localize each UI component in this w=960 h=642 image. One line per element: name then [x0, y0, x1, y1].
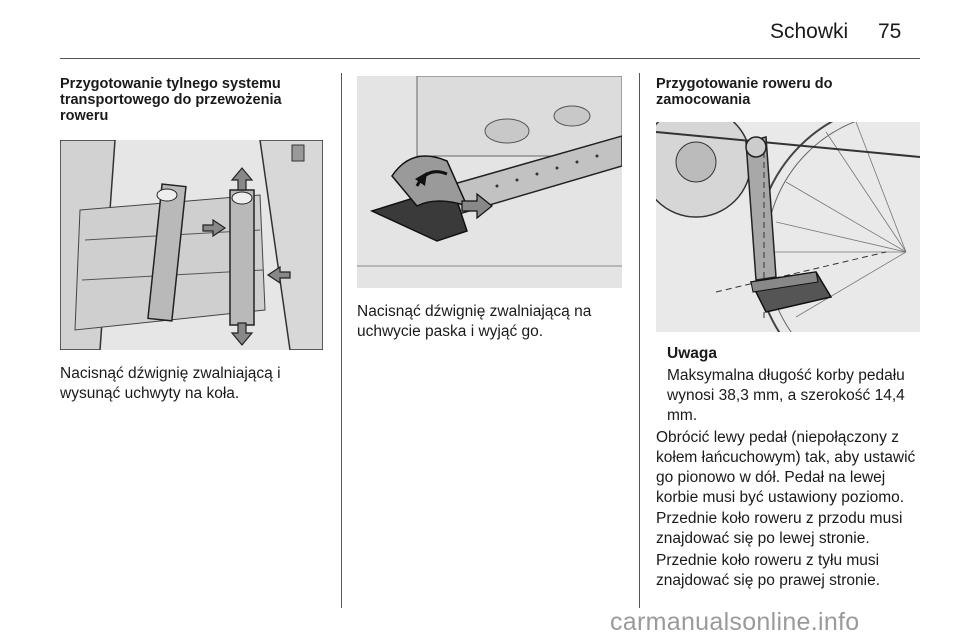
note-title: Uwaga — [667, 345, 717, 362]
pedal-illustration — [656, 122, 920, 332]
instruction-paragraph: Przednie koło roweru z przodu musi znajdować się po lewej stronie. — [656, 510, 903, 547]
step-caption: Nacisnąć dźwignię zwalniającą na uchwycie paska i wyjąć go. — [357, 303, 592, 340]
section-heading: Przygotowanie roweru do zamocowania — [656, 76, 833, 108]
section-heading: Przygotowanie tylnego systemu transportowego do przewożenia roweru — [60, 76, 282, 124]
carrier-illustration — [60, 140, 323, 350]
step-caption: Nacisnąć dźwignię zwalniającą i wysunąć uchwyty na koła. — [60, 365, 281, 402]
instruction-paragraph: Obrócić lewy pedał (niepołączony z kołem łańcuchowym) tak, aby ustawić go pionowo w dół. Pedał na lewej korbie musi być ustawiony poziomo. — [656, 429, 916, 506]
column-divider — [341, 73, 342, 608]
watermark: carmanualsonline.info — [610, 608, 860, 636]
page-title: Schowki — [770, 20, 849, 43]
page-number: 75 — [878, 20, 902, 43]
header-divider — [60, 58, 920, 59]
instruction-paragraph: Przednie koło roweru z tyłu musi znajdować się po prawej stronie. — [656, 552, 881, 589]
strap-illustration — [357, 76, 622, 288]
column-divider — [639, 73, 640, 608]
note-text: Maksymalna długość korby pedału wynosi 38,3 mm, a szerokość 14,4 mm. — [667, 367, 905, 424]
